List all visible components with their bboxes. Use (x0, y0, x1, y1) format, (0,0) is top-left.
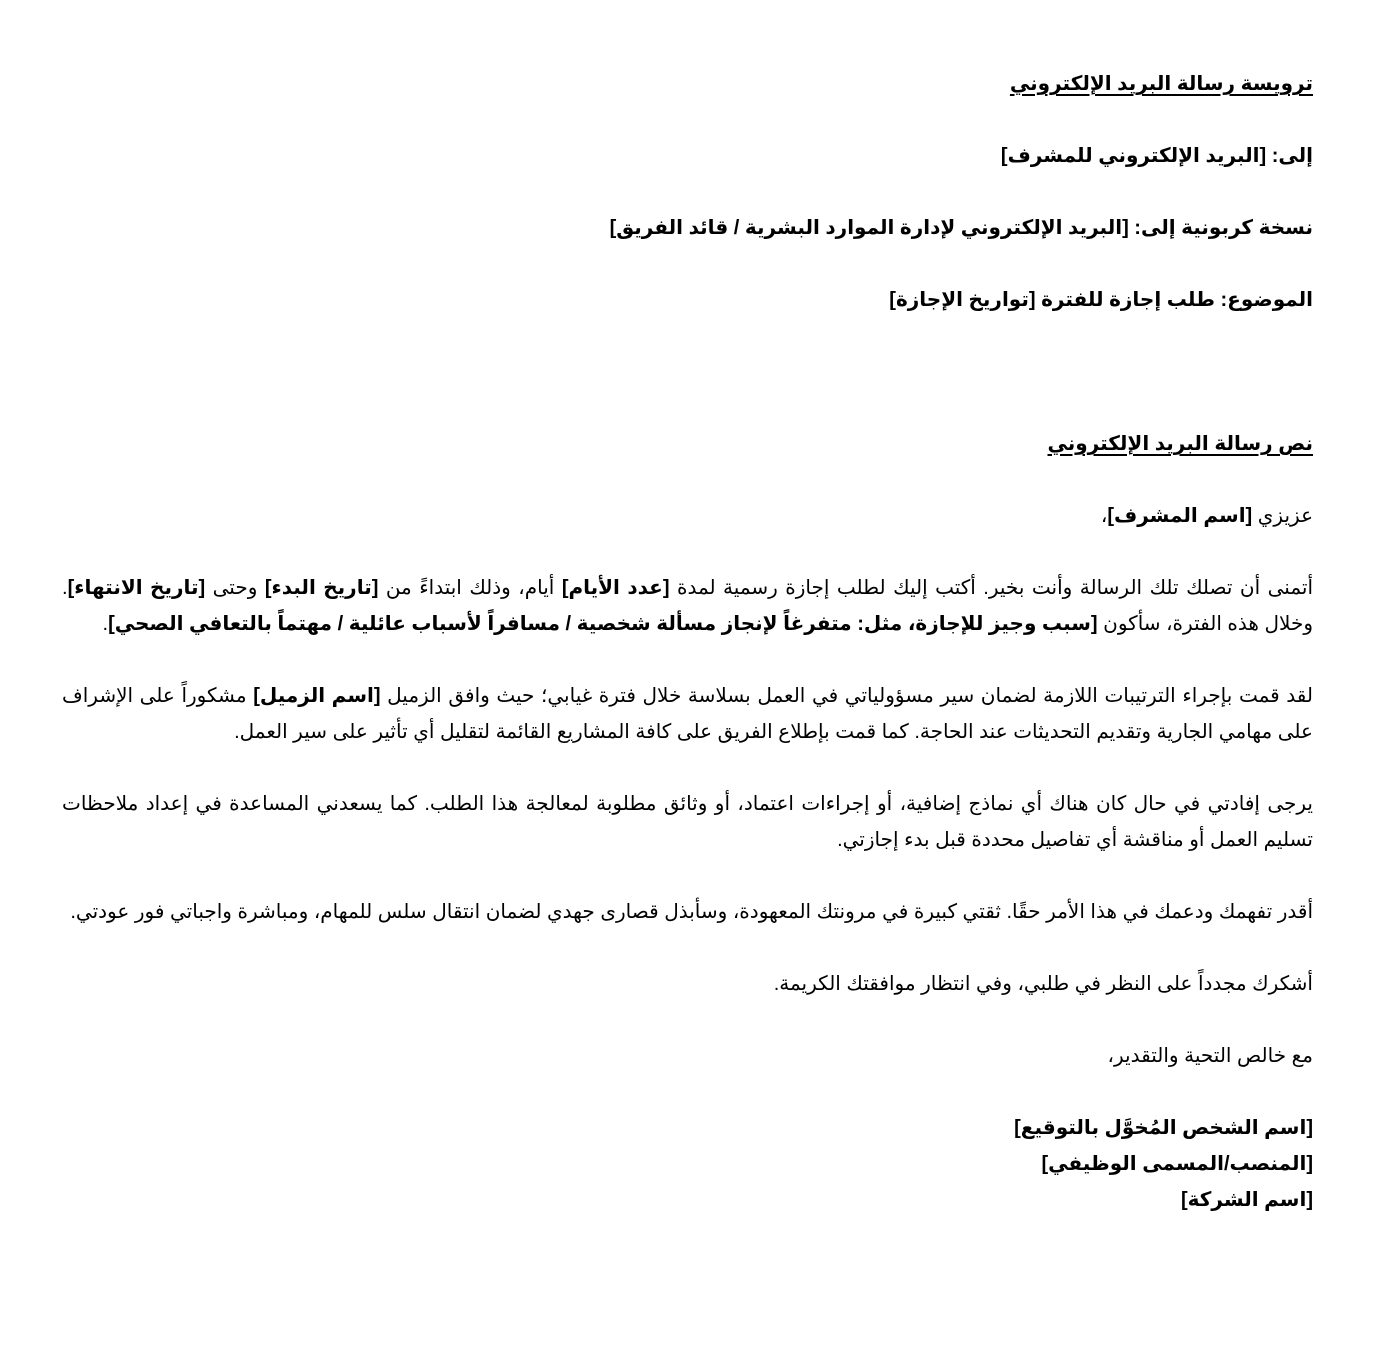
to-label: إلى: (1271, 145, 1313, 167)
p1-text-4: . وخلال هذه الفترة، سأكون (62, 577, 1313, 635)
p2-text-1: لقد قمت بإجراء الترتيبات اللازمة لضمان سير مسؤولياتي في العمل بسلاسة خلال فترة غيابي؛ حيث وافق الزميل (380, 685, 1314, 707)
subject-value: طلب إجازة للفترة [تواريخ الإجازة] (889, 289, 1215, 311)
to-line (62, 138, 1313, 174)
p1-text-5: . (102, 613, 109, 635)
signature-block (62, 1110, 1313, 1218)
p1-text-1: أتمنى أن تصلك تلك الرسالة وأنت بخير. أكتب إليك لطلب إجازة رسمية لمدة (669, 577, 1314, 599)
paragraph-leave-request (62, 570, 1313, 642)
subject-line (62, 282, 1313, 318)
body-section-title: نص رسالة البريد الإلكتروني (1047, 433, 1313, 455)
days-count-placeholder: [عدد الأيام] (561, 577, 670, 599)
signatory-name: [اسم الشخص المُخوَّل بالتوقيع] (1014, 1117, 1313, 1139)
cc-line (62, 210, 1313, 246)
greeting (62, 498, 1313, 534)
colleague-name-placeholder: [اسم الزميل] (253, 685, 381, 707)
cc-label: نسخة كربونية إلى: (1134, 217, 1313, 239)
end-date-placeholder: [تاريخ الانتهاء] (67, 577, 206, 599)
greeting-suffix: ، (1100, 505, 1108, 527)
paragraph-arrangements (62, 678, 1313, 750)
subject-label: الموضوع: (1220, 289, 1313, 311)
p1-text-3: وحتى (205, 577, 265, 599)
start-date-placeholder: [تاريخ البدء] (264, 577, 379, 599)
cc-value: [البريد الإلكتروني لإدارة الموارد البشرية / قائد الفريق] (609, 217, 1129, 239)
closing-line: مع خالص التحية والتقدير، (1107, 1045, 1313, 1067)
p1-text-2: أيام، وذلك ابتداءً من (378, 577, 562, 599)
signatory-position: [المنصب/المسمى الوظيفي] (1041, 1153, 1313, 1175)
paragraph-thanks: أشكرك مجدداً على النظر في طلبي، وفي انتظار موافقتك الكريمة. (773, 973, 1313, 995)
leave-reason-placeholder: [سبب وجيز للإجازة، مثل: متفرغاً لإنجاز مسألة شخصية / مسافراً لأسباب عائلية / مهتماً بالتعافي الصحي] (108, 613, 1098, 635)
company-name: [اسم الشركة] (1180, 1189, 1313, 1211)
paragraph-forms-request: يرجى إفادتي في حال كان هناك أي نماذج إضافية، أو إجراءات اعتماد، أو وثائق مطلوبة لمعالجة هذا الطلب. كما يسعدني المساعدة في إعداد ملاحظات تسليم العمل أو مناقشة أي تفاصيل محددة قبل بدء إجازتي. (62, 793, 1313, 851)
supervisor-name-placeholder: [اسم المشرف] (1107, 505, 1253, 527)
greeting-prefix: عزيزي (1252, 505, 1313, 527)
p2-text-2: مشكوراً على الإشراف على مهامي الجارية وتقديم التحديثات عند الحاجة. كما قمت بإطلاع الفريق على كافة المشاريع القائمة لتقليل أي تأثير على سير العمل. (62, 685, 1313, 743)
to-value: [البريد الإلكتروني للمشرف] (1000, 145, 1267, 167)
header-section-title: ترويسة رسالة البريد الإلكتروني (1009, 73, 1313, 95)
paragraph-appreciation: أقدر تفهمك ودعمك في هذا الأمر حقًا. ثقتي كبيرة في مرونتك المعهودة، وسأبذل قصارى جهدي لضمان انتقال سلس للمهام، ومباشرة واجباتي فور عودتي. (70, 901, 1313, 923)
